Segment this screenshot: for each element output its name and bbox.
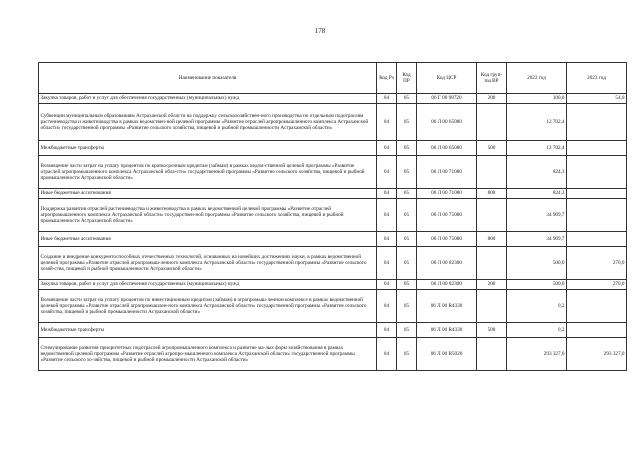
row-code-rz: 04 — [377, 280, 397, 290]
row-code-vr — [477, 199, 507, 232]
row-code-vr: 500 — [477, 323, 507, 338]
row-code-vr: 500 — [477, 141, 507, 156]
row-value-2023: 54,0 — [567, 94, 627, 104]
row-value-2022: 500,0 — [507, 247, 567, 280]
row-code-csr: 06 Л 00 75080 — [417, 199, 477, 232]
row-code-rz: 04 — [377, 94, 397, 104]
table-row — [39, 338, 627, 371]
row-code-csr: 06 Л 00 75080 — [417, 232, 477, 247]
row-code-vr — [477, 338, 507, 371]
row-value-2022: 100,0 — [507, 94, 567, 104]
row-code-vr: 800 — [477, 232, 507, 247]
row-name: Возмещение части затрат на уплату процентов по инвестиционным кредитам (займам) в агропромыш-ленном комплексе в рамках ведомственной целевой программы «Развитие отраслей агропромышлен-ного комплекса Астраханской области» государственной программы «Развитие сельского хозяйства, пищевой и рыбной промышленности Астраханской области» — [39, 290, 377, 323]
column-header-name: Наименование показателя — [39, 63, 377, 94]
row-code-csr: 06 Л 00 R4330 — [417, 290, 477, 323]
row-code-rz: 04 — [377, 232, 397, 247]
row-code-vr — [477, 247, 507, 280]
row-code-vr: 200 — [477, 280, 507, 290]
row-code-pr: 05 — [397, 323, 417, 338]
row-code-vr: 800 — [477, 189, 507, 199]
row-name: Стимулирование развития приоритетных подотраслей агропромышленного комплекса и развитие ма-лых форм хозяйствования в рамках ведомственной целевой программы «Развитие отраслей агропро-мышленного комплекса Астраханской области» государственной программы «Развитие сельского хо-зяйства, пищевой и рыбной промышленности Астраханской области» — [39, 338, 377, 371]
row-value-2023 — [567, 199, 627, 232]
row-code-pr: 05 — [397, 141, 417, 156]
row-name: Межбюджетные трансферты — [39, 323, 377, 338]
table-row — [39, 247, 627, 280]
row-code-csr: 06 Л 00 82300 — [417, 280, 477, 290]
row-code-vr — [477, 156, 507, 189]
row-code-pr: 05 — [397, 338, 417, 371]
row-code-csr: 06 Л 00 R5020 — [417, 338, 477, 371]
row-name: Возмещение части затрат на уплату процентов по краткосрочным кредитам (займам) в рамках ведом-ственной целевой программы «Развитие отраслей агропромышленного комплекса Астраханской обла-сти» государственной программы «Развитие сельского хозяйства, пищевой и рыбной промышленности Астраханской области» — [39, 156, 377, 189]
row-name: Субвенции муниципальным образованиям Астраханской области на поддержку сельскохозяйствен-ного производства по отдельным подотраслям растениеводства и животноводства в рамках ведомствен-ной целевой программы «Развитие отраслей агропромышленного комплекса Астраханской области» государственной программы «Развитие сельского хозяйства, пищевой и рыбной промышленности Астраханской области» — [39, 104, 377, 141]
row-value-2023 — [567, 323, 627, 338]
row-value-2022: 12 702,4 — [507, 141, 567, 156]
row-name: Поддержка развития отраслей растениеводства и животноводства в рамках ведомственной целевой программы «Развитие отраслей агропромышленного комплекса Астраханской области» государствен-ной программы «Развитие сельского хозяйства, пищевой и рыбной промышленности Астраханской области» — [39, 199, 377, 232]
column-header-2022: 2022 год — [507, 63, 567, 94]
row-code-csr: 06 Г 00 98720 — [417, 94, 477, 104]
row-value-2023 — [567, 189, 627, 199]
row-code-pr: 05 — [397, 280, 417, 290]
table-row — [39, 141, 627, 156]
table-row — [39, 290, 627, 323]
row-code-csr: 06 Л 00 65080 — [417, 104, 477, 141]
row-code-pr: 05 — [397, 94, 417, 104]
row-code-pr: 05 — [397, 156, 417, 189]
row-code-pr: 05 — [397, 104, 417, 141]
row-code-csr: 06 Л 00 82300 — [417, 247, 477, 280]
table-row — [39, 323, 627, 338]
row-code-rz: 04 — [377, 189, 397, 199]
table-row — [39, 280, 627, 290]
row-code-rz: 04 — [377, 338, 397, 371]
row-value-2022: 824,3 — [507, 189, 567, 199]
row-name: Закупка товаров, работ и услуг для обеспечения государственных (муниципальных) нужд — [39, 94, 377, 104]
row-code-csr: 06 Л 00 65080 — [417, 141, 477, 156]
row-code-rz: 04 — [377, 247, 397, 280]
row-name: Иные бюджетные ассигнования — [39, 232, 377, 247]
row-value-2023 — [567, 232, 627, 247]
row-value-2023 — [567, 156, 627, 189]
row-code-pr: 05 — [397, 232, 417, 247]
page-number: 178 — [314, 27, 326, 35]
column-header-rz: Код Рз — [377, 63, 397, 94]
row-name: Межбюджетные трансферты — [39, 141, 377, 156]
table-row — [39, 232, 627, 247]
row-code-vr — [477, 104, 507, 141]
row-code-rz: 04 — [377, 290, 397, 323]
column-header-2023: 2023 год — [567, 63, 627, 94]
row-code-rz: 04 — [377, 156, 397, 189]
row-code-csr: 06 Л 00 R4330 — [417, 323, 477, 338]
row-code-pr: 05 — [397, 189, 417, 199]
column-header-pr: Код ПР — [397, 63, 417, 94]
row-value-2023: 293 327,0 — [567, 338, 627, 371]
row-code-rz: 04 — [377, 199, 397, 232]
row-code-csr: 06 Л 00 71080 — [417, 189, 477, 199]
row-code-pr: 05 — [397, 290, 417, 323]
table-row — [39, 104, 627, 141]
row-value-2022: 12 702,4 — [507, 104, 567, 141]
row-code-csr: 06 Л 00 71080 — [417, 156, 477, 189]
column-header-vr: Код груп-пы ВР — [477, 63, 507, 94]
table-row — [39, 199, 627, 232]
row-value-2022: 34 909,7 — [507, 199, 567, 232]
table-body — [39, 94, 627, 371]
row-value-2023 — [567, 104, 627, 141]
row-value-2023: 270,0 — [567, 280, 627, 290]
row-value-2022: 0,2 — [507, 290, 567, 323]
row-name: Иные бюджетные ассигнования — [39, 189, 377, 199]
table-row — [39, 189, 627, 199]
budget-table — [38, 62, 627, 371]
column-header-csr: Код ЦСР — [417, 63, 477, 94]
row-code-vr: 200 — [477, 94, 507, 104]
row-code-rz: 04 — [377, 141, 397, 156]
table-row — [39, 94, 627, 104]
row-code-rz: 04 — [377, 104, 397, 141]
row-code-rz: 04 — [377, 323, 397, 338]
table-row — [39, 156, 627, 189]
row-value-2023 — [567, 290, 627, 323]
table-header — [39, 63, 627, 94]
row-code-vr — [477, 290, 507, 323]
row-value-2022: 0,2 — [507, 323, 567, 338]
row-code-pr: 05 — [397, 199, 417, 232]
row-value-2022: 500,0 — [507, 280, 567, 290]
row-code-pr: 05 — [397, 247, 417, 280]
row-value-2022: 293 327,0 — [507, 338, 567, 371]
row-name: Закупка товаров, работ и услуг для обеспечения государственных (муниципальных) нужд — [39, 280, 377, 290]
row-value-2022: 824,3 — [507, 156, 567, 189]
row-value-2022: 34 909,7 — [507, 232, 567, 247]
row-value-2023 — [567, 141, 627, 156]
row-value-2023: 270,0 — [567, 247, 627, 280]
row-name: Создание и внедрение конкурентоспособных отечественных технологий, основанных на новейших достижениях науки, в рамках ведомственной целевой программы «Развитие отраслей агропромыш-ленного комплекса Астраханской области» государственной программы «Развитие сельского хозяй-ства, пищевой и рыбной промышленности Астраханской области» — [39, 247, 377, 280]
